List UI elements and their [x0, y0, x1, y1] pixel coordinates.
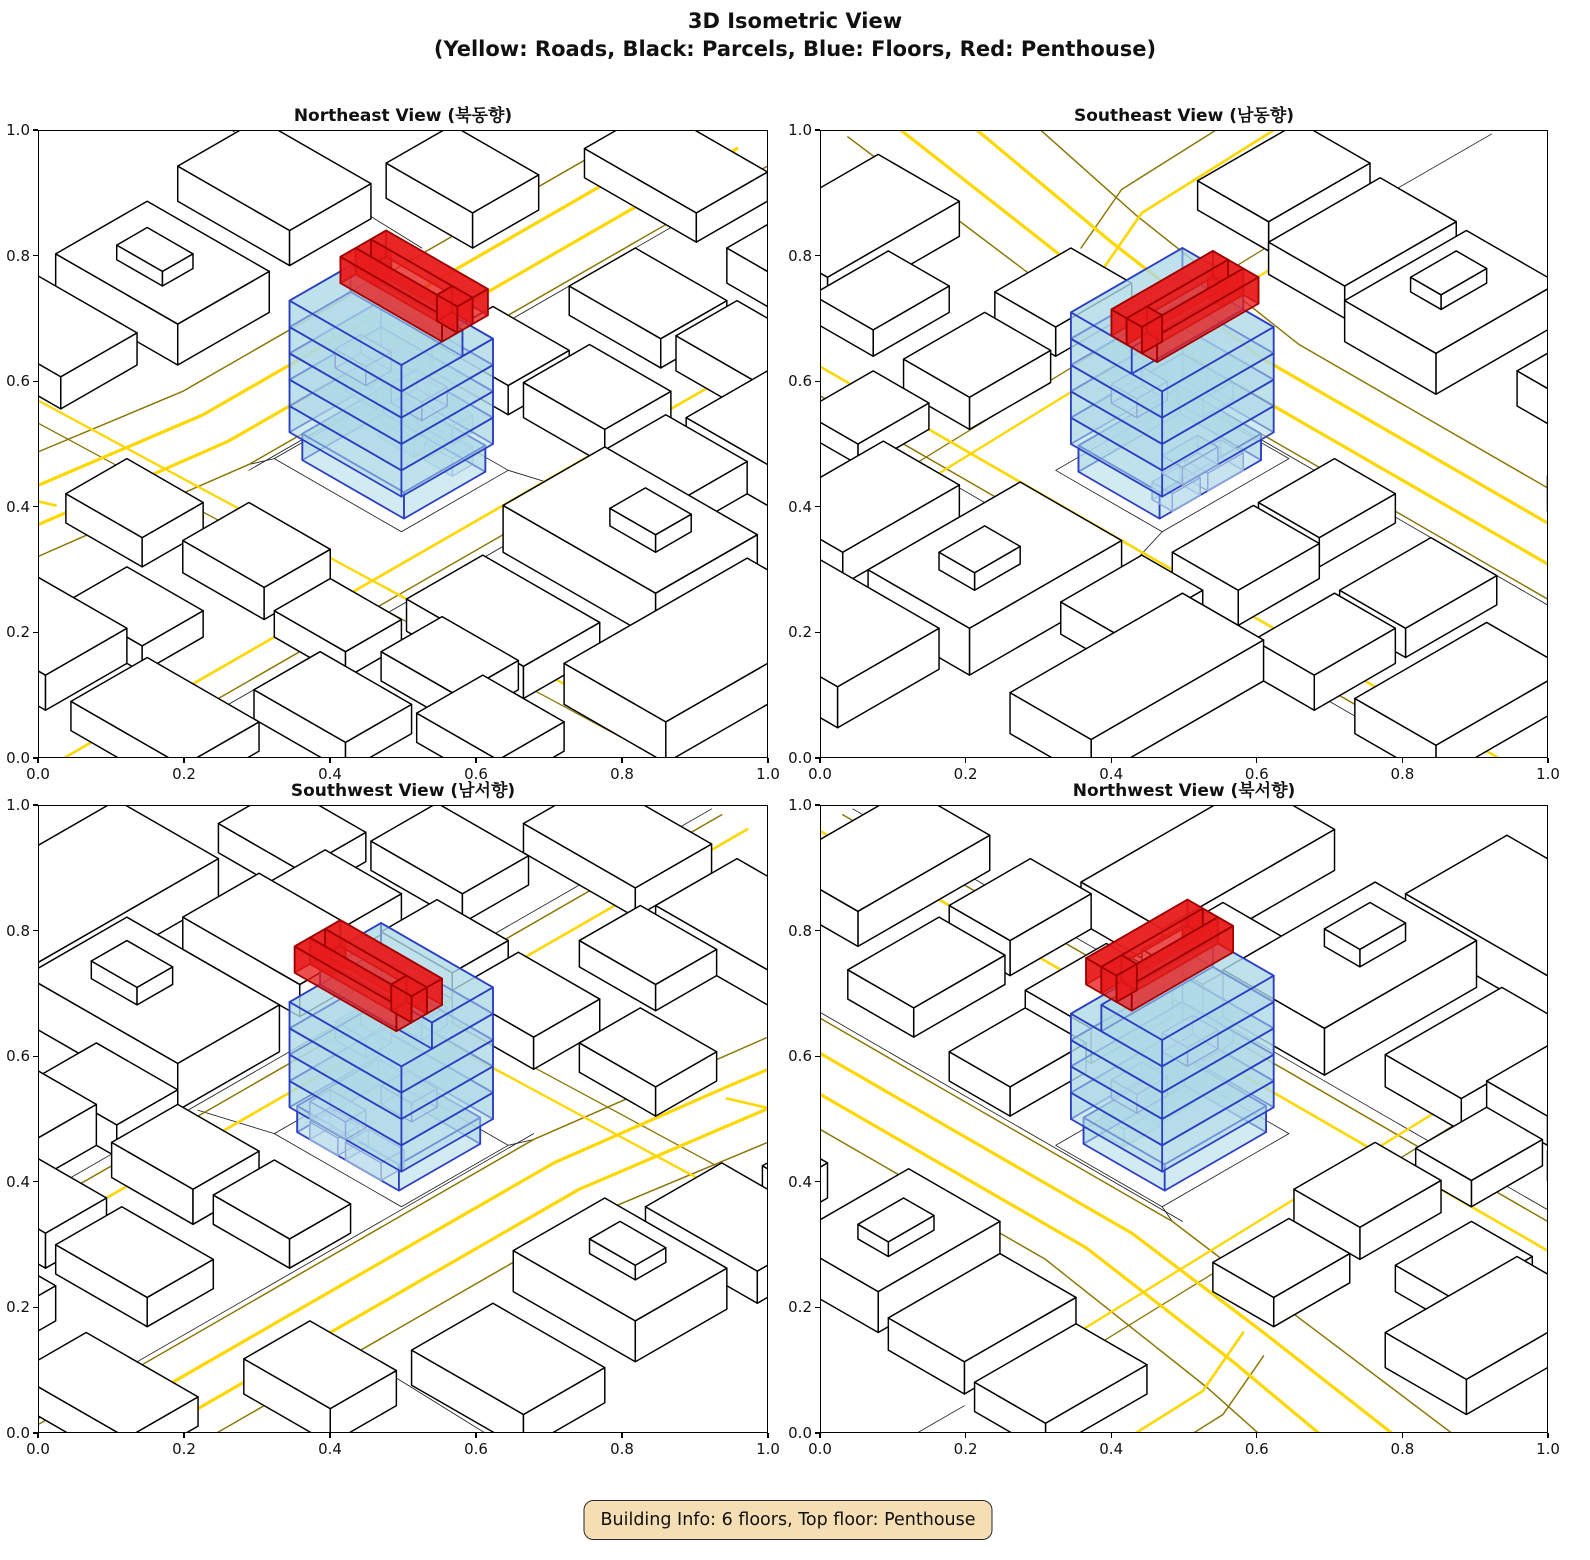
y-tick-label: 0.2 [6, 1298, 30, 1317]
plot-area-northeast [38, 130, 768, 758]
x-tick-label: 0.4 [318, 1440, 342, 1458]
x-tick-label: 0.2 [172, 1440, 196, 1458]
y-tick-mark [815, 506, 820, 507]
subplot-title-southeast: Southeast View (남동향) [1073, 106, 1295, 126]
y-tick-mark [33, 255, 38, 256]
plot-area-southwest [38, 805, 768, 1433]
y-tick-label: 0.4 [6, 497, 30, 516]
x-tick-label: 0.8 [1390, 765, 1415, 783]
y-tick-mark [33, 804, 38, 805]
y-tick-mark [33, 129, 38, 130]
subplot-title-northwest: Northwest View (북서향) [1072, 781, 1296, 801]
x-tick-label: 0.8 [610, 1440, 634, 1458]
figure-title [0, 7, 1590, 63]
x-tick-mark [621, 1433, 622, 1438]
x-tick-label: 0.0 [26, 1440, 50, 1458]
y-tick-label: 0.0 [788, 749, 812, 767]
y-tick-label: 1.0 [6, 121, 30, 139]
x-tick-mark [1547, 758, 1548, 763]
y-tick-mark [815, 1181, 820, 1182]
x-tick-label: 0.8 [1390, 1440, 1415, 1458]
y-tick-label: 0.6 [6, 372, 30, 391]
y-tick-mark [33, 757, 38, 758]
y-tick-label: 0.0 [788, 1424, 812, 1442]
x-tick-mark [1256, 758, 1257, 763]
x-tick-mark [1402, 758, 1403, 763]
x-tick-mark [329, 758, 330, 763]
y-tick-mark [33, 1432, 38, 1433]
y-tick-mark [815, 930, 820, 931]
x-tick-mark [1256, 1433, 1257, 1438]
y-tick-label: 0.8 [6, 246, 30, 265]
y-tick-mark [815, 1056, 820, 1057]
x-tick-mark [1547, 1433, 1548, 1438]
x-tick-mark [183, 758, 184, 763]
y-tick-label: 1.0 [6, 796, 30, 814]
y-tick-label: 0.0 [6, 749, 30, 767]
y-tick-mark [33, 1181, 38, 1182]
y-tick-label: 0.2 [788, 1298, 812, 1317]
x-tick-label: 0.2 [953, 1440, 978, 1458]
subplot-title-southwest: Southwest View (남서향) [290, 781, 516, 801]
y-tick-mark [33, 506, 38, 507]
y-tick-label: 0.8 [6, 921, 30, 940]
plot-area-northwest [820, 805, 1548, 1433]
x-tick-mark [767, 758, 768, 763]
y-tick-mark [33, 1307, 38, 1308]
x-tick-label: 0.2 [953, 765, 978, 783]
y-tick-mark [815, 381, 820, 382]
y-tick-label: 0.8 [788, 921, 812, 940]
figure-title-line1: 3D Isometric View [687, 9, 903, 33]
x-tick-mark [965, 1433, 966, 1438]
x-tick-mark [965, 758, 966, 763]
building-info-box: Building Info: 6 floors, Top floor: Penthouse [583, 1500, 992, 1540]
x-tick-label: 0.0 [808, 765, 832, 783]
x-tick-mark [819, 758, 820, 763]
plot-area-southeast [820, 130, 1548, 758]
x-tick-label: 0.4 [1099, 765, 1124, 783]
x-tick-mark [37, 1433, 38, 1438]
y-tick-label: 0.6 [788, 1047, 812, 1066]
x-tick-mark [37, 758, 38, 763]
x-tick-label: 0.0 [26, 765, 50, 783]
x-tick-label: 1.0 [1536, 765, 1560, 783]
y-tick-label: 0.4 [6, 1172, 30, 1191]
x-tick-mark [329, 1433, 330, 1438]
subplot-title-northeast: Northeast View (북동향) [293, 106, 513, 126]
y-tick-label: 1.0 [788, 121, 812, 139]
y-tick-mark [815, 1307, 820, 1308]
isometric-scene-svg-southwest [39, 806, 767, 1432]
y-tick-mark [815, 757, 820, 758]
x-tick-label: 1.0 [1536, 1440, 1560, 1458]
x-tick-label: 0.6 [1244, 1440, 1269, 1458]
x-tick-mark [1111, 758, 1112, 763]
x-tick-label: 0.4 [1099, 1440, 1124, 1458]
x-tick-mark [183, 1433, 184, 1438]
y-tick-mark [815, 1432, 820, 1433]
x-tick-mark [475, 758, 476, 763]
y-tick-label: 0.0 [6, 1424, 30, 1442]
y-tick-mark [815, 129, 820, 130]
y-tick-label: 0.6 [788, 372, 812, 391]
y-tick-mark [815, 804, 820, 805]
x-tick-label: 0.8 [610, 765, 634, 783]
isometric-scene-svg-northwest [821, 806, 1547, 1432]
y-tick-mark [33, 1056, 38, 1057]
x-tick-mark [767, 1433, 768, 1438]
x-tick-mark [819, 1433, 820, 1438]
y-tick-mark [815, 632, 820, 633]
y-tick-label: 0.8 [788, 246, 812, 265]
figure-title-line2: (Yellow: Roads, Black: Parcels, Blue: Floors, Red: Penthouse) [433, 37, 1157, 61]
x-tick-mark [1402, 1433, 1403, 1438]
x-tick-mark [621, 758, 622, 763]
y-tick-label: 0.2 [6, 623, 30, 642]
x-tick-label: 0.6 [464, 1440, 488, 1458]
isometric-scene-svg-northeast [39, 131, 767, 757]
x-tick-mark [475, 1433, 476, 1438]
y-tick-label: 0.4 [788, 1172, 812, 1191]
x-tick-label: 0.0 [808, 1440, 832, 1458]
y-tick-label: 1.0 [788, 796, 812, 814]
x-tick-label: 0.6 [464, 765, 488, 783]
x-tick-label: 0.6 [1244, 765, 1269, 783]
y-tick-label: 0.4 [788, 497, 812, 516]
x-tick-label: 0.4 [318, 765, 342, 783]
x-tick-label: 1.0 [756, 1440, 780, 1458]
y-tick-mark [33, 381, 38, 382]
x-tick-label: 1.0 [756, 765, 780, 783]
x-tick-label: 0.2 [172, 765, 196, 783]
isometric-scene-svg-southeast [821, 131, 1547, 757]
y-tick-mark [815, 255, 820, 256]
y-tick-label: 0.6 [6, 1047, 30, 1066]
y-tick-label: 0.2 [788, 623, 812, 642]
y-tick-mark [33, 930, 38, 931]
y-tick-mark [33, 632, 38, 633]
x-tick-mark [1111, 1433, 1112, 1438]
